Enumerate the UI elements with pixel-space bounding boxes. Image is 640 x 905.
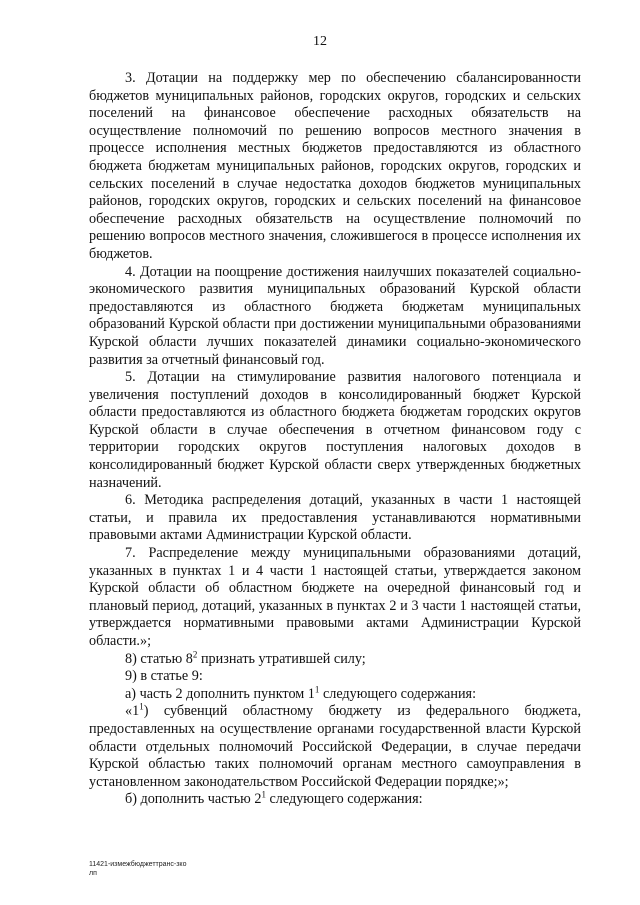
paragraph-quoted-item [89,703,581,791]
paragraph-6: 6. Методика распределения дотаций, указанных в части 1 настоящей статьи, и правила их предоставления устанавливаются нормативными правовыми актами Администрации Курской области. [89,492,581,544]
text: следующего содержания: [319,685,477,702]
paragraph-item-8 [89,648,581,669]
superscript: 1 [139,701,144,712]
paragraph-4: 4. Дотации на поощрение достижения наилучших показателей социально-экономического развития муниципальных образований Курской области предоставляются из областного бюджета бюджетам муниципальных образований Курской области при достижении муниципальными образованиями Курской области лучших показателей динамики социально-экономического развития за отчетный финансовый год. [89,263,581,368]
footer-initials: лп [89,870,97,877]
superscript: 2 [192,648,198,659]
page-number: 12 [313,34,327,49]
superscript: 1 [314,684,320,695]
superscript: 1 [261,789,266,800]
paragraph-7: 7. Распределение между муниципальными образованиями дотаций, указанных в пунктах 1 и 4 части 1 настоящей статьи, утверждается законом Курской области об областном бюджете на очередной финансовый год и плановый период, дотаций, указанных в пунктах 2 и 3 части 1 настоящей статьи, утверждается нормативными правовыми актами Администрации Курской области.»; [89,545,581,649]
text: следующего содержания: [265,791,423,808]
paragraph-5: 5. Дотации на стимулирование развития налогового потенциала и увеличения поступлений доходов в консолидированный бюджет Курской области предоставляются из областного бюджета бюджетам городских округов Курской области в случае обеспечения в отчетном финансовом году с территории городских округов поступления налоговых доходов в консолидированный бюджет Курской области сверх утвержденных бюджетных назначений. [89,369,581,491]
paragraph-3: 3. Дотации на поддержку мер по обеспечению сбалансированности бюджетов муниципальных районов, городских округов, городских и сельских поселений на финансовое обеспечение расходных обязательств на осуществление полномочий по решению вопросов местного значения в процессе исполнения местных бюджетов предоставляются из областного бюджета бюджетам муниципальных районов, городских округов, городских и сельских поселений в случае недостатка доходов бюджетов муниципальных районов, городских округов, городских и сельских поселений на финансовое обеспечение расходных обязательств на осуществление полномочий по решению вопросов местного значения, сложившегося в процессе исполнения их бюджетов. [89,70,581,262]
document-body [89,70,581,809]
document-footer [89,860,186,878]
footer-code: 11421-измежбюджеттранс-зко [89,861,187,868]
paragraph-subitem-a [89,686,581,704]
text: б) дополнить частью 2 [125,791,262,808]
text: признать утратившей силу; [197,650,366,667]
text: а) часть 2 дополнить пунктом 1 [125,685,315,702]
text: «1 [125,703,140,720]
paragraph-item-9: 9) в статье 9: [125,668,203,685]
text: ) субвенций областному бюджету из федерального бюджета, предоставленных на осуществление органами государственной власти Курской области отдельных полномочий Российской Федерации, в случае передачи Курской областью таких полномочий органам местного самоуправления в установленном законодательством Российской Федерации порядке;»; [89,703,581,790]
paragraph-subitem-b [89,791,581,809]
text: 8) статью 8 [125,650,193,667]
